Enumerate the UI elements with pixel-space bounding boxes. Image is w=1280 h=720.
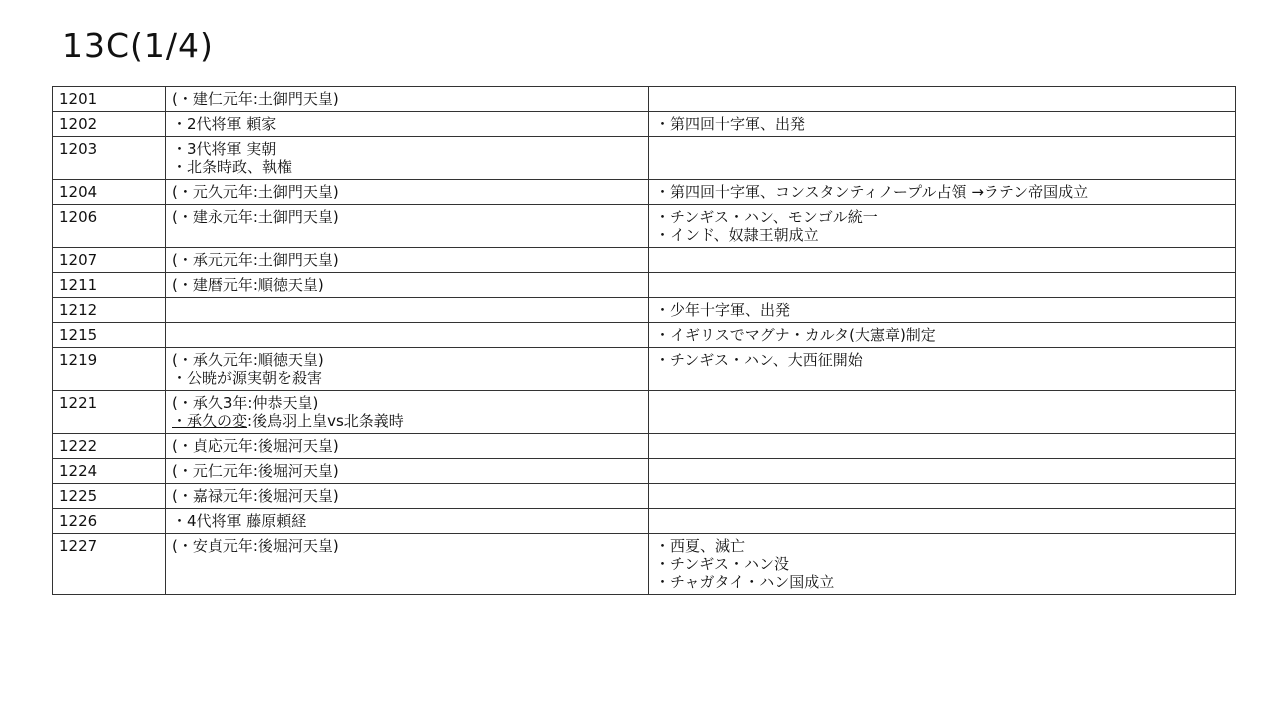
year-cell: 1219 [53,348,166,391]
world-events-cell [649,137,1236,180]
year-cell: 1206 [53,205,166,248]
world-event: ・第四回十字軍、出発 [655,115,806,133]
world-events-cell [649,205,1236,248]
table-row [53,534,1236,595]
table-row [53,298,1236,323]
world-events-cell [649,323,1236,348]
world-event: ・チンギス・ハン、モンゴル統一 [655,208,878,226]
japan-event: (・建永元年:土御門天皇) [172,208,339,226]
world-events-cell [649,434,1236,459]
table-row [53,180,1236,205]
japan-event: (・嘉禄元年:後堀河天皇) [172,487,339,505]
year-cell: 1212 [53,298,166,323]
world-event: ・チンギス・ハン没 [655,555,789,573]
table-row [53,205,1236,248]
japan-events-cell [166,484,649,509]
table-row [53,459,1236,484]
japan-event: ・3代将軍 実朝 [172,140,277,158]
japan-events-cell [166,323,649,348]
japan-events-cell [166,459,649,484]
japan-events-cell [166,87,649,112]
japan-events-cell [166,534,649,595]
world-events-cell [649,509,1236,534]
table-row [53,248,1236,273]
year-cell: 1202 [53,112,166,137]
world-events-cell [649,391,1236,434]
world-events-cell [649,273,1236,298]
japan-event: (・建仁元年:土御門天皇) [172,90,339,108]
world-event: ・西夏、滅亡 [655,537,746,555]
year-cell: 1203 [53,137,166,180]
world-events-cell [649,298,1236,323]
japan-events-cell [166,434,649,459]
japan-event: (・承久元年:順徳天皇) [172,351,324,369]
year-cell: 1225 [53,484,166,509]
page-title: 13C(1/4) [62,26,214,65]
japan-event: (・元久元年:土御門天皇) [172,183,339,201]
japan-events-cell [166,298,649,323]
japan-event: (・承久3年:仲恭天皇) [172,394,319,412]
japan-event: (・貞応元年:後堀河天皇) [172,437,339,455]
world-events-cell [649,484,1236,509]
world-event: ・イギリスでマグナ・カルタ(大憲章)制定 [655,326,936,344]
table-row [53,348,1236,391]
japan-event: ・2代将軍 頼家 [172,115,277,133]
table-row [53,87,1236,112]
japan-events-cell [166,137,649,180]
japan-event: (・元仁元年:後堀河天皇) [172,462,339,480]
japan-event: ・4代将軍 藤原頼経 [172,512,307,530]
japan-events-cell [166,391,649,434]
japan-events-cell [166,205,649,248]
japan-events-cell [166,509,649,534]
japan-event: (・建暦元年:順徳天皇) [172,276,324,294]
table-row [53,323,1236,348]
timeline-body [53,87,1236,595]
year-cell: 1207 [53,248,166,273]
japan-event: ・承久の変:後鳥羽上皇vs北条義時 [172,412,404,430]
world-events-cell [649,534,1236,595]
world-event: ・インド、奴隷王朝成立 [655,226,819,244]
world-event: ・第四回十字軍、コンスタンティノープル占領 →ラテン帝国成立 [655,183,1089,201]
year-cell: 1222 [53,434,166,459]
year-cell: 1215 [53,323,166,348]
table-row [53,137,1236,180]
year-cell: 1204 [53,180,166,205]
world-event: ・少年十字軍、出発 [655,301,791,319]
japan-events-cell [166,180,649,205]
japan-event: ・北条時政、執権 [172,158,293,176]
table-row [53,391,1236,434]
table-row [53,509,1236,534]
world-events-cell [649,180,1236,205]
table-row [53,112,1236,137]
year-cell: 1211 [53,273,166,298]
japan-events-cell [166,348,649,391]
table-row [53,484,1236,509]
japan-events-cell [166,273,649,298]
japan-event: ・公暁が源実朝を殺害 [172,369,323,387]
world-event: ・チンギス・ハン、大西征開始 [655,351,863,369]
world-event: ・チャガタイ・ハン国成立 [655,573,835,591]
timeline-table [52,86,1236,595]
table-row [53,434,1236,459]
year-cell: 1227 [53,534,166,595]
japan-event: (・承元元年:土御門天皇) [172,251,339,269]
japan-events-cell [166,248,649,273]
table-row [53,273,1236,298]
year-cell: 1226 [53,509,166,534]
year-cell: 1221 [53,391,166,434]
year-cell: 1224 [53,459,166,484]
world-events-cell [649,87,1236,112]
world-events-cell [649,348,1236,391]
year-cell: 1201 [53,87,166,112]
japan-event: (・安貞元年:後堀河天皇) [172,537,339,555]
japan-events-cell [166,112,649,137]
world-events-cell [649,112,1236,137]
world-events-cell [649,248,1236,273]
world-events-cell [649,459,1236,484]
